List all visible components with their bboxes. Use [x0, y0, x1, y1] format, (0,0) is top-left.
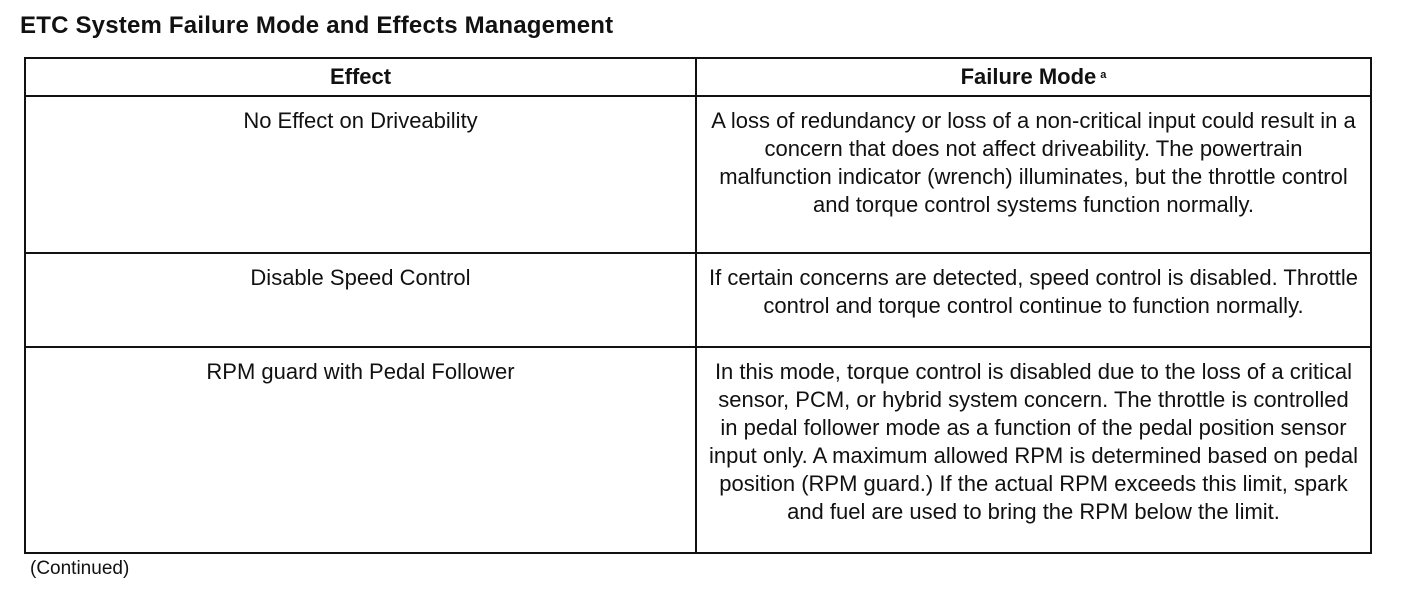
footnote-marker: a [1100, 69, 1107, 81]
header-effect-label: Effect [329, 64, 392, 89]
effect-cell: RPM guard with Pedal Follower [25, 347, 696, 553]
effect-cell: Disable Speed Control [25, 253, 696, 347]
failure-mode-cell: In this mode, torque control is disabled due to the loss of a critical sensor, PCM, or hybrid system concern. The throttle is controlled in pedal follower mode as a function of the pedal position sensor input only. A maximum allowed RPM is determined based on pedal position (RPM guard.) If the actual RPM exceeds this limit, spark and fuel are used to bring the RPM below the limit. [696, 347, 1371, 553]
header-failure-mode [696, 58, 1371, 96]
failure-mode-cell: If certain concerns are detected, speed control is disabled. Throttle control and torque control continue to function normally. [696, 253, 1371, 347]
fmea-table [24, 57, 1372, 554]
effect-cell: No Effect on Driveability [25, 96, 696, 253]
failure-mode-cell: A loss of redundancy or loss of a non-critical input could result in a concern that does not affect driveability. The powertrain malfunction indicator (wrench) illuminates, but the throttle control and torque control systems function normally. [696, 96, 1371, 253]
page-title: ETC System Failure Mode and Effects Management [20, 12, 614, 39]
table-header-row [25, 58, 1371, 96]
header-effect [25, 58, 696, 96]
continued-note: (Continued) [30, 558, 130, 579]
table-row [25, 253, 1371, 347]
table-row [25, 96, 1371, 253]
table-row [25, 347, 1371, 553]
header-failure-mode-label: Failure Mode [960, 64, 1097, 89]
